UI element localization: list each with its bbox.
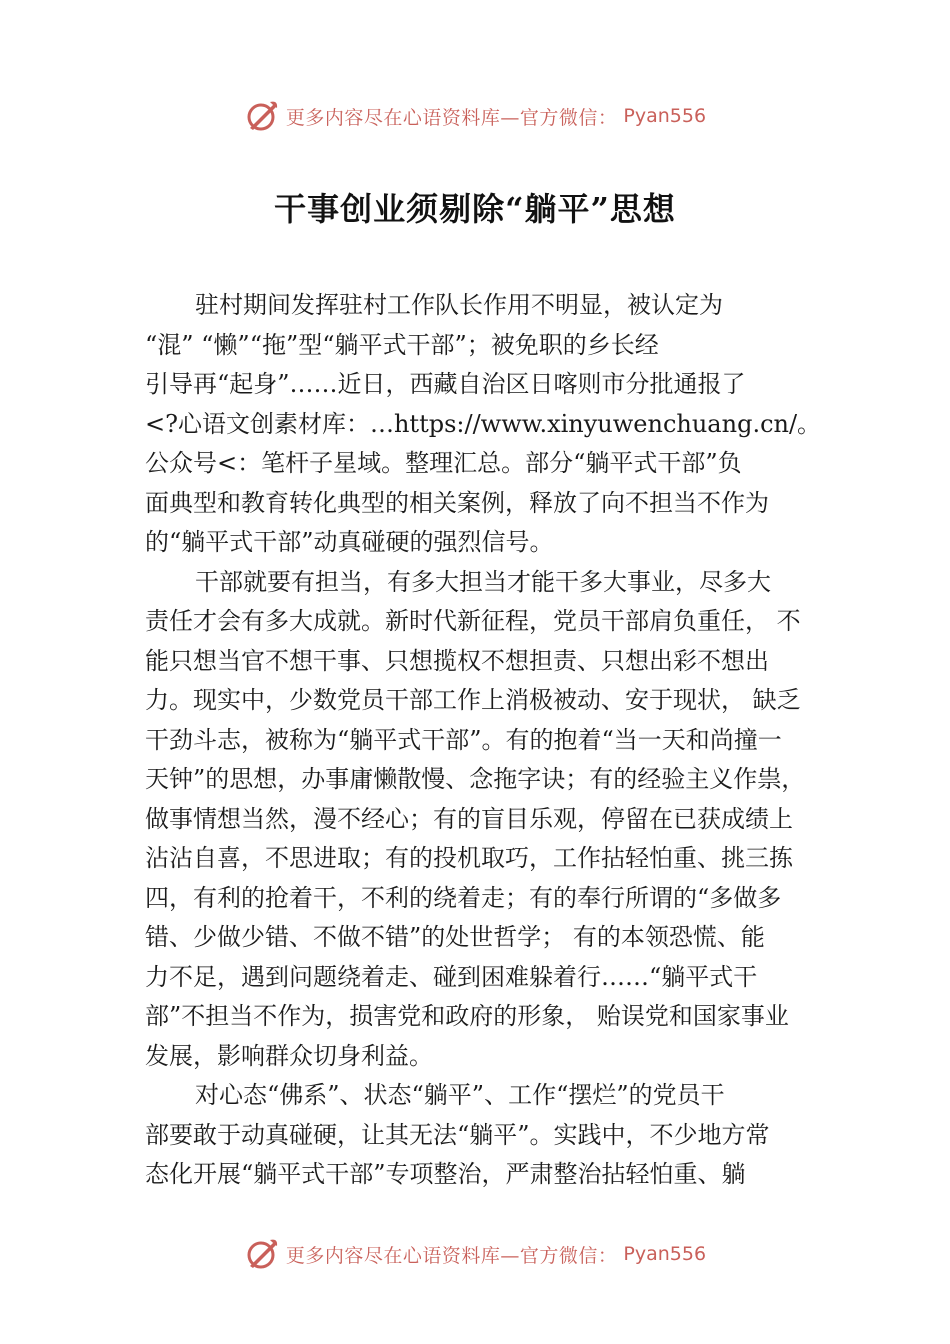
body-line: “混” “懒”“拖”型“躺平式干部”；被免职的乡长经 — [145, 330, 659, 359]
footer-banner-wechat-id: Pyan556 — [623, 1243, 707, 1265]
body-line: 错、少做少错、不做不错”的处世哲学； 有的本领恐慌、能 — [145, 923, 765, 951]
body-line: 做事情想当然，漫不经心；有的盲目乐观，停留在已获成绩上 — [145, 804, 793, 833]
body-line: 引导再“起身”……近日，西藏自治区日喀则市分批通报了 — [145, 370, 746, 398]
document-body — [145, 286, 821, 1195]
body-line: 干劲斗志，被称为“躺平式干部”。有的抱着“当一天和尚撞一 — [145, 725, 782, 754]
body-line: 责任才会有多大成就。新时代新征程，党员干部肩负重任， 不 — [145, 607, 801, 635]
header-banner-content — [244, 98, 706, 134]
body-line: 部要敢于动真碰硬，让其无法“躺平”。实践中，不少地方常 — [145, 1120, 770, 1149]
body-line: 力。现实中，少数党员干部工作上消极被动、安于现状， 缺乏 — [145, 686, 801, 714]
header-banner — [0, 96, 950, 136]
body-line: 沾沾自喜，不思进取；有的投机取巧，工作拈轻怕重、挑三拣 — [145, 844, 793, 872]
body-line: 发展，影响群众切身利益。 — [145, 1041, 433, 1070]
footer-banner — [0, 1234, 950, 1274]
footer-banner-content — [244, 1236, 706, 1272]
body-line: 的“躺平式干部”动真碰硬的强烈信号。 — [145, 528, 554, 556]
body-line: 能只想当官不想干事、只想揽权不想担责、只想出彩不想出 — [145, 646, 769, 675]
body-line: 力不足，遇到问题绕着走、碰到困难躲着行……“躺平式干 — [145, 962, 758, 991]
body-line: <?心语文创素材库：…https://www.xinyuwenchuang.cn/。 — [145, 409, 821, 438]
quill-logo-icon — [244, 98, 280, 134]
quill-logo-icon — [244, 1236, 280, 1272]
document-title: 干事创业须剔除“躺平”思想 — [274, 190, 676, 228]
body-line: 对心态“佛系”、状态“躺平”、工作“摆烂”的党员干 — [195, 1081, 725, 1109]
body-line: 驻村期间发挥驻村工作队长作用不明显，被认定为 — [195, 291, 723, 319]
body-line: 公众号<：笔杆子星域。整理汇总。部分“躺平式干部”负 — [145, 449, 742, 477]
header-banner-text: 更多内容尽在心语资料库—官方微信： — [285, 106, 618, 129]
body-line: 面典型和教育转化典型的相关案例，释放了向不担当不作为 — [145, 488, 769, 517]
body-line: 干部就要有担当，有多大担当才能干多大事业，尽多大 — [195, 567, 771, 596]
body-line: 天钟”的思想，办事庸懒散慢、念拖字诀；有的经验主义作祟， — [145, 765, 806, 793]
header-banner-wechat-id: Pyan556 — [623, 105, 707, 127]
body-line: 态化开展“躺平式干部”专项整治，严肃整治拈轻怕重、躺 — [145, 1160, 746, 1188]
body-line: 部”不担当不作为，损害党和政府的形象， 贻误党和国家事业 — [145, 1002, 789, 1030]
body-line: 四，有利的抢着干，不利的绕着走；有的奉行所谓的“多做多 — [145, 883, 782, 912]
footer-banner-text: 更多内容尽在心语资料库—官方微信： — [285, 1244, 618, 1267]
